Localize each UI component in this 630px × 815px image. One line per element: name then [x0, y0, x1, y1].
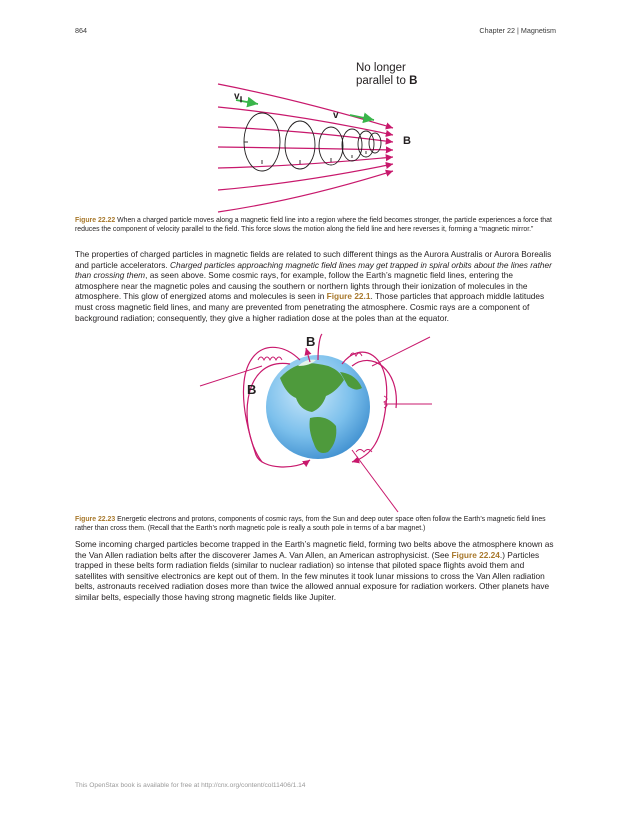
earth-globe [266, 355, 370, 459]
field-line [218, 157, 393, 168]
page-number: 864 [75, 26, 87, 35]
label-b-left: B [247, 382, 257, 397]
label-b-field: B [403, 135, 411, 147]
label-v-parallel: $v_\parallel$ [234, 91, 243, 103]
paragraph-cosmic-rays: The properties of charged particles in magnetic fields are related to such different things as the Aurora Australis or Aurora Borealis and particle accelerators. Charged particles approaching magnetic field lines may get trapped in spiral orbits about the lines rather than crossing them, as seen above. Some cosmic rays, for example, follow the Earth’s magnetic field lines, entering the atmosphere near the magnetic poles and causing the southern or northern lights through their ionization of molecules in the atmosphere. This glow of energized atoms and molecules is seen in Figure 22.1. Those particles that approach middle latitudes must cross magnetic field lines, and many are prevented from penetrating the atmosphere. Cosmic rays are a component of background radiation; consequently, they give a higher radiation dose at the poles than at the equator. [75, 249, 552, 323]
figure-22-1-link[interactable]: Figure 22.1 [326, 291, 371, 302]
label-v: v [333, 110, 339, 121]
spiral-path [244, 113, 381, 171]
footer-license: This OpenStax book is available for free at http://cnx.org/content/col11406/1.14 [75, 782, 306, 789]
label-b-top: B [306, 334, 316, 349]
caption-text: Energetic electrons and protons, components of cosmic rays, from the Sun and deep outer space often follow the Earth’s magnetic field lines rather than cross them. (Recall that the Earth’s north magnetic pole is really a south pole in terms of a bar magnet.) [75, 516, 546, 532]
label-no-longer: No longer [356, 62, 406, 74]
figure-label: Figure 22.22 [75, 217, 116, 224]
label-parallel-to-b: parallel to B [356, 75, 418, 87]
figure-label: Figure 22.23 [75, 516, 116, 523]
paragraph-van-allen: Some incoming charged particles become trapped in the Earth’s magnetic field, forming two belts above the atmosphere known as the Van Allen radiation belts after the discoverer James A. Van Allen, an American astrophysicist. (See Figure 22.24.) Particles trapped in these belts form radiation fields (similar to nuclear radiation) so intense that piloted space flights avoid them and satellites with sensitive electronics are kept out of them. In the few minutes it took lunar missions to cross the Van Allen radiation belts, astronauts received radiation doses more than twice the allowed annual exposure for radiation workers. Other planets have similar belts, especially those having strong magnetic fields like Jupiter. [75, 539, 554, 602]
figure-caption-22-23 [75, 515, 553, 533]
chapter-title: Chapter 22 | Magnetism [479, 26, 556, 35]
figure-earth-field [195, 330, 435, 515]
caption-text: When a charged particle moves along a magnetic field line into a region where the field becomes stronger, the particle experiences a force that reduces the component of velocity parallel to the field. This force slows the motion along the field line and here reverses it, forming a “magnetic mirror.” [75, 217, 552, 233]
figure-magnetic-mirror [205, 50, 425, 218]
field-line [218, 84, 393, 128]
figure-22-24-link[interactable]: Figure 22.24 [451, 549, 500, 560]
field-line [218, 171, 393, 212]
figure-caption-22-22 [75, 216, 553, 234]
